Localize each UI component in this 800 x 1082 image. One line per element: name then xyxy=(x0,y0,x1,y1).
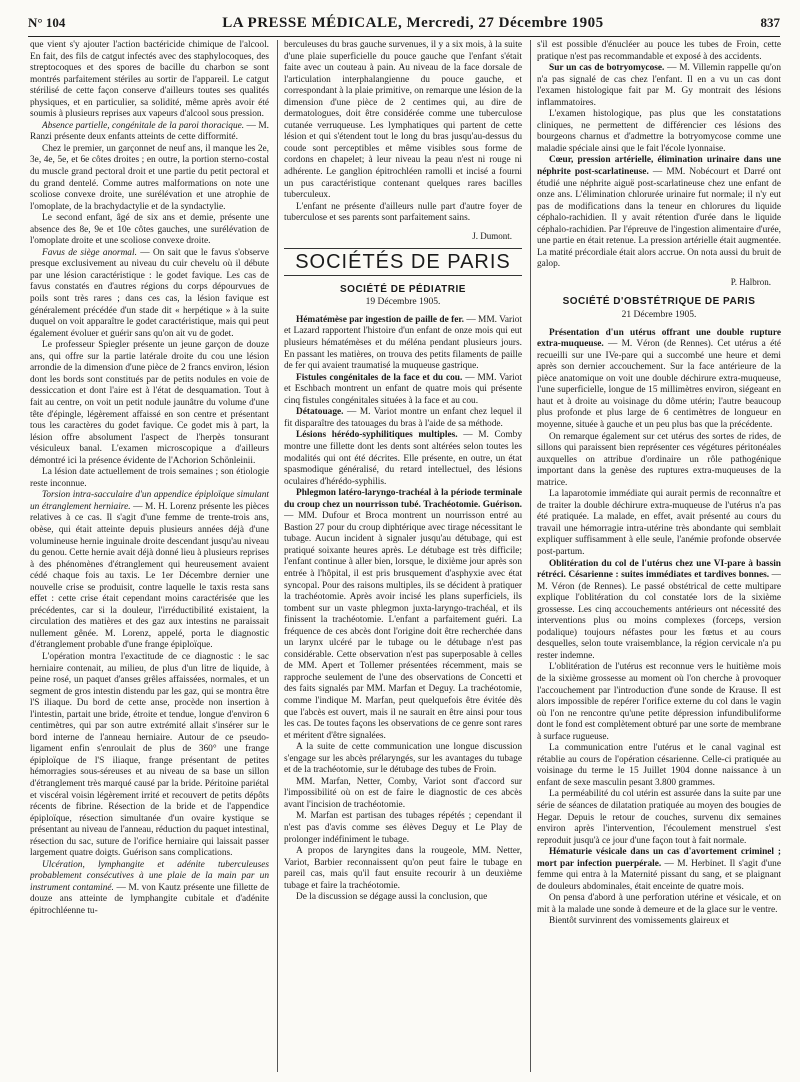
society-title: SOCIÉTÉ D'OBSTÉTRIQUE DE PARIS xyxy=(562,296,756,308)
paragraph xyxy=(284,430,522,488)
journal-title: LA PRESSE MÉDICALE, Mercredi, 27 Décembre 1905 xyxy=(222,14,604,31)
paragraph xyxy=(30,490,269,652)
paragraph: De la discussion se dégage aussi la conclusion, que xyxy=(296,892,488,903)
paragraph: La perméabilité du col utérin est assurée dans la suite par une série de séances de dilatation pratiquée au moyen des bougies de Hegar. Depuis le retour de couches, survenu dix semaines environ après l'intervention, l'écoulement menstruel s'est reproduit jusqu'à ce jour d'une façon tout à fait normale. xyxy=(537,789,781,846)
entry-title: Présentation d'un utérus offrant une double rupture extra-muqueuse. xyxy=(537,327,781,350)
entry-title: Sur un cas de botryomycose. xyxy=(549,63,665,74)
paragraph: Le professeur Spiegler présente un jeune garçon de douze ans, qui offre sur la partie latérale droite du cou une lésion arrondie de la dimension d'une pièce de 2 francs environ, lésion dont les bords sont constitués par de petits nodules en voie de dessiccation et dont l'aire est à l'état de desquamation. Tout à fait au centre, on voit un petit nodule jaunâtre du volume d'une tête d'épingle, légèrement affaissé en son centre et présentant tous les caractères du godet favique. Ce godet mis à part, la lésion offre absolument l'aspect de l'herpès tonsurant vésiculeux banal. L'examen microscopique a d'ailleurs démontré ici la présence évidente de l'Achorion Schönleinii. xyxy=(30,340,269,466)
paragraph: La lésion date actuellement de trois semaines ; son étiologie reste inconnue. xyxy=(30,467,269,489)
page-header xyxy=(28,10,780,37)
paragraph: A propos de laryngites dans la rougeole, MM. Netter, Variot, Barbier reconnaissent qu'on peut faire le tubage en pareil cas, mais qu'il faut ensuite recourir à un deuxième tubage et faire la trachéotomie. xyxy=(284,846,522,891)
entry-title: Ulcération, lymphangite et adénite tuberculeuses probablement consécutives à une plaie de la main par un instrument contaminé. xyxy=(30,859,269,893)
entry-text: — MM. Variot et Lazard rapportent l'histoire d'un enfant de onze mois qui eut plusieurs hématémèses et du méléna pendant plusieurs jours. En passant les matières, on trouva des petits filaments de paille de fer qui avaient traumatisé la muqueuse gastrique. xyxy=(284,314,522,372)
entry-text: — MM. Dufour et Broca montrent un nourrisson entré au Bastion 27 pour du croup diphtérique avec tirage nécessitant le tubage. Aucun incident à signaler jusqu'au détubage, qui est pratiqué soixante heures après. Le détubage est très difficile; l'enfant continue à aller bien, lorsque, le dixième jour après son entrée à l'hôpital, il est pris brusquement d'asphyxie avec état syncopal. Pour des raisons multiples, ils se décident à pratiquer la trachéotomie. Après avoir incisé les plans superficiels, ils tombent sur un vaste phlegmon juxta-laryngo-trachéal, et ils finissent la trachéotomie. L'enfant a parfaitement guéri. La fréquence de ces abcès dont l'origine doit être recherchée dans un larynx ulcéré par le tubage ou le détubage n'est pas considérable. Cette observation n'est pas superposable à celles de MM. Apert et Tollemer présentées récemment, mais se rapproche seulement de l'une des observations de Concetti et des faits signalés par MM. Marfan et Deguy. La trachéotomie, comme l'indique M. Marfan, peut quelquefois être évitée dès que l'abcès est ouvert, mais il ne saurait en être ainsi pour tous les cas. De toutes façons les observations de ce genre sont rares et méritent d'être signalées. xyxy=(284,511,522,741)
paragraph: L'examen histologique, pas plus que les constatations cliniques, ne permettent de différencier ces lésions des bourgeons charnus et d'admettre la botryomycose comme une maladie spéciale ainsi que le fait l'école lyonnaise. xyxy=(537,109,781,154)
entry-title: Torsion intra-sacculaire d'un appendice épiploïque simulant un étranglement herniaire. xyxy=(30,490,269,512)
entry-title: Cœur, pression artérielle, élimination urinaire dans une néphrite post-scarlatineuse. xyxy=(537,155,781,178)
paragraph: L'opération montra l'exactitude de ce diagnostic : le sac herniaire contenait, au milieu, de plus d'un litre de liquide, à peine rosé, un paquet d'anses grêles affaissées, normales, et un segment de gros intestin distendu par les gaz, qui se montra être l'S iliaque. Du bord de cette anse, procède non insertion à l'intestin, partait une bride, étroite et tendue, longue d'environ 6 centimètres, qui par son autre extrémité allait s'insérer sur le bord interne de l'anneau herniaire. Autour de ce pseudo-ligament enfin s'enroulait de plus de 360° une frange épiploïque de l'S iliaque, frange présentant de petites hémorragies sous-séreuses et au niveau de sa base un sillon d'étranglement très marqué causé par la bride. Péritoine pariétal et viscéral voisin légèrement irrité et recouvert de petits dépôts récents de fibrine. Résection de la bride et de l'appendice épiploïque, résection simultanée d'un ovaire kystique se présentant au niveau de l'anneau, réduction du paquet intestinal, résection du sac, suture de l'orifice herniaire qui laissait passer largement quatre doigts. Guérison sans complications. xyxy=(30,651,269,859)
paragraph: s'il est possible d'énucléer au pouce les tubes de Froin, cette pratique n'est pas recommandable et exposé à des accidents. xyxy=(537,40,781,62)
paragraph: On pensa d'abord à une perforation utérine et vésicale, et on mit à la malade une sonde à demeure et de la glace sur le ventre. xyxy=(537,893,781,915)
entry-text: — M. Véron (de Rennes). Le passé obstétrical de cette multipare explique l'oblitération du col constatée lors de la sixième grossesse. Les cinq accouchements antérieurs ont nécessité des interventions plus ou moins complexes (forceps, version podalique) toujours néfastes pour les fœtus et au cours desquelles, selon toute vraisemblance, la région cervicale n'a pu rester indemne. xyxy=(537,570,781,661)
paragraph: La laparotomie immédiate qui aurait permis de reconnaître et de traiter la double déchirure extra-muqueuse de l'utérus n'a pas été pratiquée. La malade, en effet, avait présenté au cours du travail une hémorragie intra-utérine très abondante qui semblait expliquer suffisamment à elle seule, l'anémie profonde observée post-partum. xyxy=(537,489,781,557)
paragraph xyxy=(284,315,522,373)
entry-text: — M. Villemin rappelle qu'on n'a pas signalé de cas chez l'enfant. Il en a vu un cas dont l'examen histologique fait par M. Gy montrait des lésions inflammatoires. xyxy=(537,63,781,108)
entry-title: Favus de siège anormal. xyxy=(42,247,137,258)
paragraph xyxy=(284,407,522,430)
paragraph xyxy=(284,488,522,742)
paragraph: L'enfant ne présente d'ailleurs nulle part d'autre foyer de tuberculose et ses parents sont parfaitement sains. xyxy=(284,201,522,224)
entry-text: — M. Comby montre une fillette dont les dents sont altérées selon toutes les modalités qui ont été décrites. Elle présente, en outre, un état spasmodique généralisé, du retard intellectuel, des lésions oculaires d'hérédo-syphilis. xyxy=(284,430,522,487)
entry-title: Phlegmon latéro-laryngo-trachéal à la période terminale du croup chez un nourrisson tubé. Trachéotomie. Guérison. xyxy=(284,488,522,510)
paragraph xyxy=(30,121,269,144)
entry-text: — MM. Nobécourt et Darré ont étudié une néphrite aiguë post-scarlatineuse chez une enfant de onze ans. L'élimination chlorurée urinaire fut normale; il n'y eut pas de modifications dans la teneur en chlorures du liquide céphalo-rachidien. Il y avait rétention d'urée dans le liquide céphalo-rachidien. Par l'épreuve de l'ingestion alimentaire d'urée, une partie en était retenue. La pression artérielle était augmentée. La matité précordiale était alors accrue. On nota aussi du bruit de galop. xyxy=(537,167,781,270)
entry-title: Fistules congénitales de la face et du cou. xyxy=(296,372,463,383)
entry-title: Absence partielle, congénitale de la paroi thoracique. xyxy=(42,120,245,131)
divider xyxy=(284,275,522,276)
paragraph: Chez le premier, un garçonnet de neuf ans, il manque les 2e, 3e, 4e, 5e, et 6e côtes droites ; en outre, la portion sterno-costal du muscle grand pectoral droit et une partie du petit pectoral et du grand dentelé. Comme autres malformations on note une scoliose convexe droite, une surélévation et une atrophie de l'omoplate, de la brachydactylie et de la syndactylie. xyxy=(30,143,269,212)
paragraph: La communication entre l'utérus et le canal vaginal est rétablie au cours de l'opération césarienne. Celle-ci pratiquée au voisinage du terme le 15 Juillet 1904 donne naissance à un enfant de sexe masculin pesant 3.800 grammes. xyxy=(537,743,781,788)
paragraph xyxy=(537,559,781,663)
issue-number: N° 104 xyxy=(28,15,66,30)
column-middle xyxy=(284,40,522,1072)
paragraph: L'oblitération de l'utérus est reconnue vers le huitième mois de la sixième grossesse au moment où l'on cherche à provoquer l'accouchement par l'introduction d'une sonde de Krause. Il est alors impossible de repérer l'orifice externe du col dans le vagin où l'on ne rencontre qu'une petite dépression infundibuliforme dont le fond est complètement obturé par une sorte de membrane à surface rugueuse. xyxy=(537,662,781,742)
entry-text: — M. von Kautz présente une fillette de douze ans atteinte de lymphangite cubitale et d'adénite épitrochléenne tu- xyxy=(30,882,269,917)
section-heading: SOCIÉTÉS DE PARIS xyxy=(295,251,511,274)
paragraph: que vient s'y ajouter l'action bactéricide chimique de l'alcool. En fait, des fils de catgut infectés avec des staphylocoques, des streptocoques et des spores de bacille du charbon se sont montrés parfaitement stériles au sortir de l'appareil. Le catgut stérilisé de cette façon conserve d'ailleurs toutes ses qualités physiques, et en particulier, sa solidité, même après avoir été soumis à plusieurs reprises aux vapeurs d'alcool sous pression. xyxy=(30,40,269,120)
society-date: 19 Décembre 1905. xyxy=(365,297,441,308)
paragraph xyxy=(537,155,781,270)
paragraph: berculeuses du bras gauche survenues, il y a six mois, à la suite d'une plaie superficielle du pouce gauche que l'enfant s'était faite avec un couteau à pain. Au niveau de la face dorsale de l'articulation interphalangienne du pouce gauche, et correspondant à la plaie primitive, on remarque une lésion de la dimension d'une pièce de 2 centimes qui, au dire de dermatologues, doit être considérée comme une tuberculose cutanée verruqueuse. Les lymphatiques qui partent de cette lésion et qui s'étendent tout le long du bras jusqu'au-dessus du coude sont perceptibles et même visibles sous forme de cordons en chapelet; à leur niveau la peau n'est ni rouge ni adhérente. Le ganglion épitrochléen ramolli et incisé a fourni un pus caractéristique contenant quelques rares bacilles tuberculeux. xyxy=(284,40,522,201)
column-rule xyxy=(277,40,278,1072)
paragraph: M. Marfan est partisan des tubages répétés ; cependant il n'est pas d'avis comme ses élèves Deguy et Le Play de prolonger indéfiniment le tubage. xyxy=(284,811,522,845)
paragraph xyxy=(284,373,522,408)
entry-text: — M. Véron (de Rennes). Cet utérus a été recueilli sur une IVe-pare qui a succombé une heure et demi après son dernier accouchement. Sur la face antérieure de la pièce anatomique on voit une double déchirure extra-muqueuse, l'une superficielle, longue de 15 millimètres environ, siégeant en haut et à droite au voisinage du dôme utérin; l'autre beaucoup plus profonde et plus large de 6 centimètres de longueur en moyenne, située à gauche et un peu plus bas que la précédente. xyxy=(537,339,781,430)
entry-text: — On sait que le favus s'observe presque exclusivement au niveau du cuir chevelu où il débute par une lésion caractéristique : le godet favique. Les cas de favus constatés en d'autres régions du corps dépourvues de poils sont très rares ; dans ces cas, la lésion favique est généralement précédée d'un stade dit « herpétique » à la suite duquel on voit apparaître le godet caractéristique, mais qui peut également évoluer et guérir sans qu'on ait vu de godet. xyxy=(30,247,269,339)
column-rule xyxy=(530,40,531,1072)
page-number: 837 xyxy=(760,15,780,30)
society-title: SOCIÉTÉ DE PÉDIATRIE xyxy=(340,283,466,295)
signature: J. Dumont. xyxy=(472,230,512,241)
entry-text: — M. Herbinet. Il s'agit d'une femme qui entra à la Maternité pissant du sang, et se plaignant de douleurs abdominales, était enceinte de quatre mois. xyxy=(537,858,781,892)
society-date: 21 Décembre 1905. xyxy=(621,310,697,321)
paragraph xyxy=(537,63,781,109)
entry-title: Lésions hérédo-syphilitiques multiples. xyxy=(296,430,458,441)
paragraph: On remarque également sur cet utérus des sortes de rides, de sillons qui paraissent bien représenter ces végétures péritonéales auxquelles on attribue d'ordinaire un rôle pathogénique important dans la genèse des ruptures extra-muqueuses de la matrice. xyxy=(537,431,781,488)
column-left xyxy=(30,40,269,1072)
entry-title: Oblitération du col de l'utérus chez une VI-pare à bassin rétréci. Césarienne : suites immédiates et tardives bonnes. xyxy=(537,558,781,581)
divider xyxy=(284,248,522,249)
paragraph xyxy=(30,248,269,340)
paragraph xyxy=(537,328,781,432)
paragraph: Bientôt survinrent des vomissements glaireux et xyxy=(549,916,729,927)
entry-title: Hématurie vésicale dans un cas d'avortement criminel ; mort par infection puerpérale. xyxy=(537,847,781,869)
entry-text: — M. Variot montre un enfant chez lequel il fit disparaître des tatouages du bras à l'aide de sa méthode. xyxy=(284,407,522,429)
entry-title: Détatouage. xyxy=(296,407,344,418)
entry-text: — M. Ranzi présente deux enfants atteints de cette difformité. xyxy=(30,120,269,143)
entry-text: — M. H. Lorenz présente les pièces relatives à ce cas. Il s'agit d'une femme de trente-trois ans, obèse, qui était atteinte depuis plusieurs années déjà d'une volumineuse hernie inguinale droite descendant jusqu'au niveau du genou. Cette hernie avait déjà donné lieu à plusieurs reprises à des phénomènes d'étranglement qui heureusement avaient cédé chaque fois au taxis. Le 1er Décembre dernier une nouvelle crise se produisit, contre laquelle le taxis resta sans effet : cette crise était cependant moins caractérisée que les précédentes, car si la douleur, l'irréductibilité existaient, la circulation des matières et des gaz aux intestins ne paraissait nullement gênée. M. Lorenz, appelé, porta le diagnostic d'étranglement probable d'une frange épiploïque. xyxy=(30,501,269,651)
paragraph xyxy=(537,847,781,893)
paragraph: Le second enfant, âgé de six ans et demie, présente une absence des 8e, 9e et 10e côtes gauches, une surélévation de l'omoplate droite et une scoliose convexe droite. xyxy=(30,213,269,247)
paragraph: MM. Marfan, Netter, Comby, Variot sont d'accord sur l'impossibilité où on est de faire le diagnostic de ces abcès avant l'incision de trachéotomie. xyxy=(284,776,522,810)
paragraph: A la suite de cette communication une longue discussion s'engage sur les abcès prélaryngés, sur les avantages du tubage et de la trachéotomie, sur le détubage des tubes de Froin. xyxy=(284,742,522,776)
column-right xyxy=(537,40,781,1072)
entry-text: — MM. Variot et Eschbach montrent un enfant de quatre mois qui présente cinq fistules congénitales situées à la face et au cou. xyxy=(284,372,522,406)
entry-title: Hématémèse par ingestion de paille de fer. xyxy=(296,314,464,325)
signature: P. Halbron. xyxy=(730,276,771,287)
paragraph xyxy=(30,860,269,918)
